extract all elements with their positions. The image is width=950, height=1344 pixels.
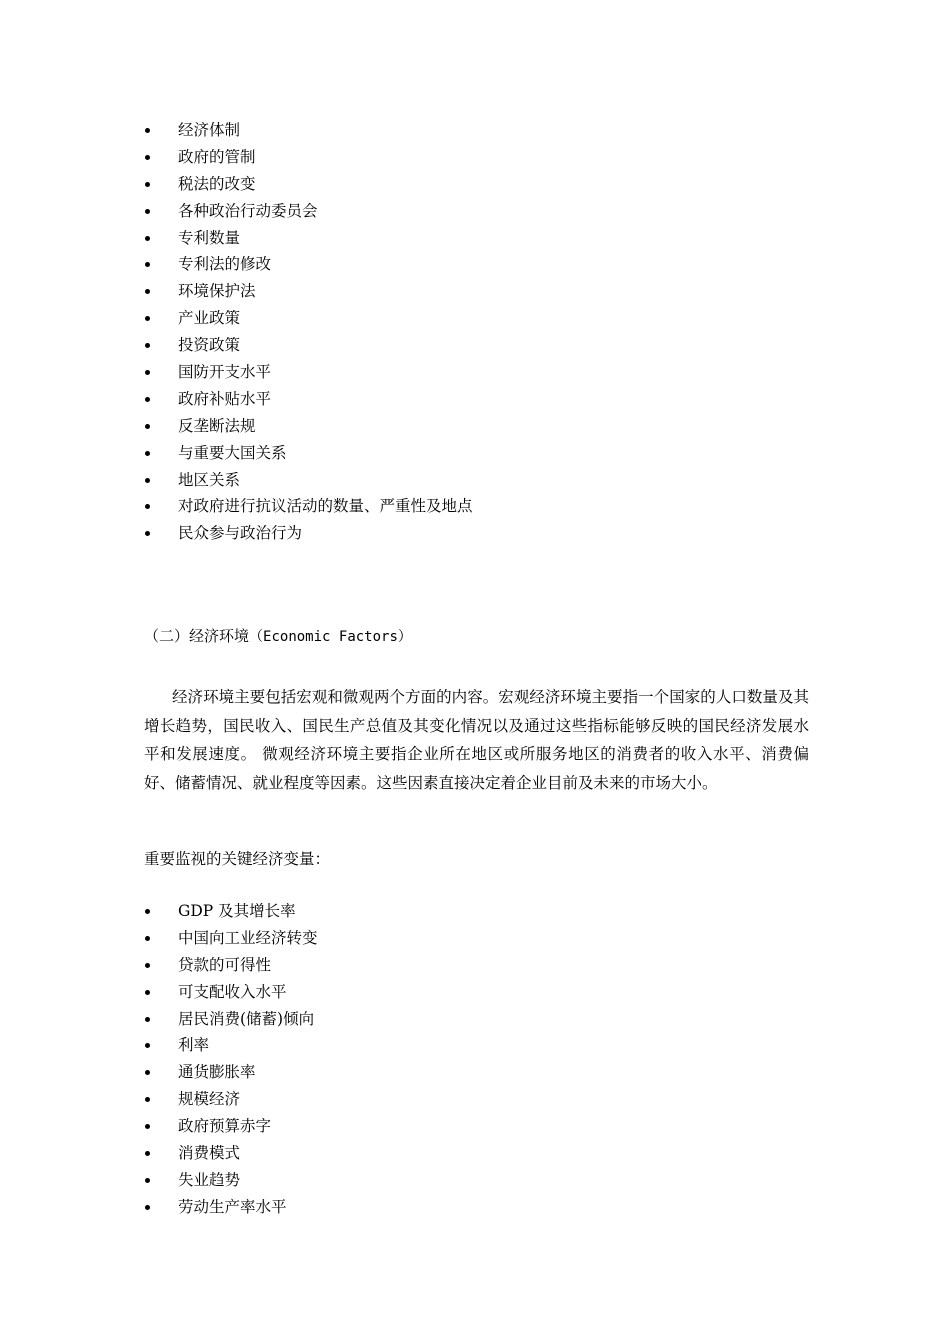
- bullet-icon: [145, 909, 150, 914]
- list-item-text: 民众参与政治行为: [178, 524, 303, 543]
- list-item: [144, 898, 318, 925]
- list-item-text: 专利法的修改: [178, 255, 272, 274]
- list-item: [144, 1140, 318, 1167]
- section-number: （二）: [144, 627, 190, 645]
- list-item-text: 居民消费(储蓄)倾向: [178, 1009, 315, 1028]
- list-item: [144, 144, 473, 171]
- bullet-icon: [145, 155, 150, 160]
- list-item-text: 对政府进行抗议活动的数量、严重性及地点: [178, 497, 473, 516]
- list-item-text: 通货膨胀率: [178, 1063, 256, 1082]
- list-item-text: 政府的管制: [178, 147, 256, 166]
- list-item: [144, 413, 473, 440]
- bullet-icon: [145, 1043, 150, 1048]
- list-item-text: 政府预算赤字: [178, 1117, 272, 1136]
- bullet-icon: [145, 209, 150, 214]
- list-item-text: 国防开支水平: [178, 363, 272, 382]
- bullet-icon: [145, 478, 150, 483]
- list-item-text: 环境保护法: [178, 282, 256, 301]
- list-item: [144, 386, 473, 413]
- list-item: [144, 1194, 318, 1221]
- bullet-icon: [145, 1205, 150, 1210]
- bullet-icon: [145, 262, 150, 267]
- list-item: [144, 1167, 318, 1194]
- list-item: [144, 1006, 318, 1033]
- list-item-text: 可支配收入水平: [178, 982, 287, 1001]
- list-item-text: 专利数量: [178, 228, 241, 247]
- bullet-icon: [145, 1017, 150, 1022]
- list-item: [144, 251, 473, 278]
- bullet-icon: [145, 1124, 150, 1129]
- list-item: [144, 925, 318, 952]
- bullet-icon: [145, 370, 150, 375]
- list-item-text: GDP 及其增长率: [178, 902, 296, 920]
- list-item: [144, 198, 473, 225]
- section-english-title: （Economic Factors）: [249, 629, 412, 645]
- list-item: [144, 979, 318, 1006]
- bullet-icon: [145, 936, 150, 941]
- bullet-icon: [145, 316, 150, 321]
- section-title: 经济环境: [189, 627, 250, 645]
- list-item: [144, 1059, 318, 1086]
- economic-variables-list: [144, 898, 318, 1221]
- list-item: [144, 332, 473, 359]
- list-item: [144, 171, 473, 198]
- list-item-text: 失业趋势: [178, 1170, 241, 1189]
- list-item: [144, 117, 473, 144]
- bullet-icon: [145, 236, 150, 241]
- list-item-text: 政府补贴水平: [178, 389, 272, 408]
- list-item-text: 反垄断法规: [178, 416, 256, 435]
- list-item: [144, 493, 473, 520]
- list-item-text: 贷款的可得性: [178, 955, 272, 974]
- list-item: [144, 359, 473, 386]
- bullet-icon: [145, 343, 150, 348]
- section-heading: [144, 624, 412, 649]
- bullet-icon: [145, 1097, 150, 1102]
- variables-heading: 重要监视的关键经济变量：: [144, 850, 331, 868]
- bullet-icon: [145, 531, 150, 536]
- list-item-text: 各种政治行动委员会: [178, 201, 318, 220]
- list-item-text: 与重要大国关系: [178, 443, 287, 462]
- bullet-icon: [145, 451, 150, 456]
- list-item: [144, 278, 473, 305]
- list-item-text: 消费模式: [178, 1144, 241, 1163]
- list-item-text: 劳动生产率水平: [178, 1197, 287, 1216]
- list-item-text: 税法的改变: [178, 174, 256, 193]
- list-item: [144, 467, 473, 494]
- list-item-text: 规模经济: [178, 1090, 241, 1109]
- list-item: [144, 225, 473, 252]
- bullet-icon: [145, 1178, 150, 1183]
- bullet-icon: [145, 397, 150, 402]
- list-item: [144, 1086, 318, 1113]
- list-item: [144, 305, 473, 332]
- bullet-icon: [145, 963, 150, 968]
- bullet-icon: [145, 990, 150, 995]
- bullet-icon: [145, 182, 150, 187]
- list-item: [144, 952, 318, 979]
- bullet-icon: [145, 1151, 150, 1156]
- list-item: [144, 440, 473, 467]
- list-item-text: 经济体制: [178, 121, 241, 139]
- bullet-icon: [145, 1070, 150, 1075]
- list-item-text: 中国向工业经济转变: [178, 928, 318, 947]
- bullet-icon: [145, 504, 150, 509]
- section-paragraph: 经济环境主要包括宏观和微观两个方面的内容。宏观经济环境主要指一个国家的人口数量及其增长趋势，国民收入、国民生产总值及其变化情况以及通过这些指标能够反映的国民经济发展水平和发展速度。 微观经济环境主要指企业所在地区或所服务地区的消费者的收入水平、消费偏好、储蓄情况、就业程度等因素。这些因素直接决定着企业目前及未来的市场大小。: [144, 688, 809, 792]
- list-item-text: 产业政策: [178, 309, 241, 328]
- political-factors-list: [144, 117, 473, 547]
- list-item-text: 投资政策: [178, 336, 241, 355]
- bullet-icon: [145, 289, 150, 294]
- list-item: [144, 1032, 318, 1059]
- list-item: [144, 1113, 318, 1140]
- list-item-text: 利率: [178, 1036, 210, 1055]
- list-item-text: 地区关系: [178, 470, 241, 489]
- list-item: [144, 520, 473, 547]
- bullet-icon: [145, 424, 150, 429]
- bullet-icon: [145, 128, 150, 133]
